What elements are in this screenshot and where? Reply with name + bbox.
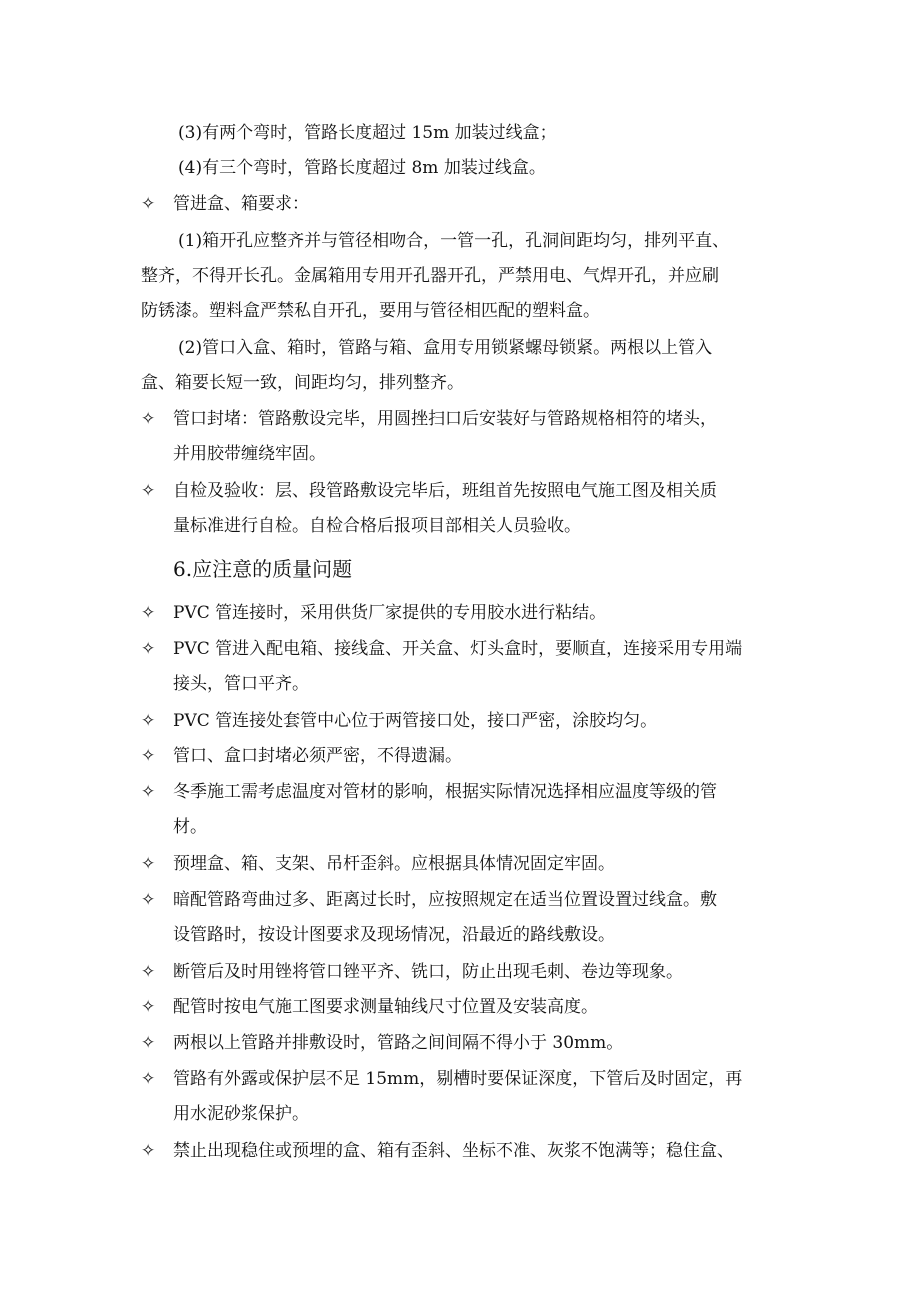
bullet-item-text: 管路有外露或保护层不足 15mm，剔槽时要保证深度，下管后及时固定，再: [173, 1069, 743, 1089]
bullet-item-text: 管进盒、箱要求：: [173, 194, 309, 214]
paragraph-line: 盒、箱要长短一致，间距均匀，排列整齐。: [141, 373, 464, 393]
bullet-item-text: 用水泥砂浆保护。: [173, 1104, 309, 1124]
bullet-item-text: 禁止出现稳住或预埋的盒、箱有歪斜、坐标不准、灰浆不饱满等；稳住盒、: [173, 1141, 734, 1161]
paragraph-line: 整齐，不得开长孔。金属箱用专用开孔器开孔，严禁用电、气焊开孔，并应刷: [141, 266, 719, 286]
bullet-item-text: 两根以上管路并排敷设时，管路之间间隔不得小于 30mm。: [173, 1033, 624, 1053]
diamond-bullet-icon: ✧: [141, 639, 156, 659]
bullet-item-text: PVC 管进入配电箱、接线盒、开关盒、灯头盒时，要顺直，连接采用专用端: [173, 639, 743, 659]
diamond-bullet-icon: ✧: [141, 782, 156, 802]
diamond-bullet-icon: ✧: [141, 854, 156, 874]
paragraph-line: (3)有两个弯时，管路长度超过 15m 加装过线盒；: [178, 123, 557, 143]
diamond-bullet-icon: ✧: [141, 1141, 156, 1161]
diamond-bullet-icon: ✧: [141, 409, 156, 429]
diamond-bullet-icon: ✧: [141, 962, 156, 982]
section-heading: 6.应注意的质量问题: [173, 557, 353, 581]
diamond-bullet-icon: ✧: [141, 746, 156, 766]
diamond-bullet-icon: ✧: [141, 997, 156, 1017]
diamond-bullet-icon: ✧: [141, 1069, 156, 1089]
bullet-item-text: 并用胶带缠绕牢固。: [173, 444, 326, 464]
bullet-item-text: 暗配管路弯曲过多、距离过长时，应按照规定在适当位置设置过线盒。敷: [173, 890, 717, 910]
bullet-item-text: 接头，管口平齐。: [173, 674, 309, 694]
bullet-item-text: 量标准进行自检。自检合格后报项目部相关人员验收。: [173, 516, 581, 536]
bullet-item-text: PVC 管连接处套管中心位于两管接口处，接口严密，涂胶均匀。: [173, 711, 658, 731]
paragraph-line: (4)有三个弯时，管路长度超过 8m 加装过线盒。: [178, 158, 546, 178]
bullet-item-text: 材。: [173, 817, 207, 837]
diamond-bullet-icon: ✧: [141, 603, 156, 623]
diamond-bullet-icon: ✧: [141, 711, 156, 731]
paragraph-line: 防锈漆。塑料盒严禁私自开孔，要用与管径相匹配的塑料盒。: [141, 301, 600, 321]
bullet-item-text: 冬季施工需考虑温度对管材的影响，根据实际情况选择相应温度等级的管: [173, 782, 717, 802]
bullet-item-text: 设管路时，按设计图要求及现场情况，沿最近的路线敷设。: [173, 925, 615, 945]
diamond-bullet-icon: ✧: [141, 194, 156, 214]
bullet-item-text: 配管时按电气施工图要求测量轴线尺寸位置及安装高度。: [173, 997, 598, 1017]
bullet-item-text: PVC 管连接时，采用供货厂家提供的专用胶水进行粘结。: [173, 603, 607, 623]
diamond-bullet-icon: ✧: [141, 481, 156, 501]
bullet-item-text: 管口、盒口封堵必须严密，不得遗漏。: [173, 746, 462, 766]
diamond-bullet-icon: ✧: [141, 890, 156, 910]
paragraph-line: (1)箱开孔应整齐并与管径相吻合，一管一孔，孔洞间距均匀，排列平直、: [178, 231, 730, 251]
bullet-item-text: 预埋盒、箱、支架、吊杆歪斜。应根据具体情况固定牢固。: [173, 854, 615, 874]
bullet-item-text: 自检及验收：层、段管路敷设完毕后，班组首先按照电气施工图及相关质: [173, 481, 717, 501]
diamond-bullet-icon: ✧: [141, 1033, 156, 1053]
paragraph-line: (2)管口入盒、箱时，管路与箱、盒用专用锁紧螺母锁紧。两根以上管入: [178, 338, 713, 358]
bullet-item-text: 管口封堵：管路敷设完毕，用圆挫扫口后安装好与管路规格相符的堵头，: [173, 409, 717, 429]
bullet-item-text: 断管后及时用锉将管口锉平齐、铣口，防止出现毛刺、卷边等现象。: [173, 962, 683, 982]
